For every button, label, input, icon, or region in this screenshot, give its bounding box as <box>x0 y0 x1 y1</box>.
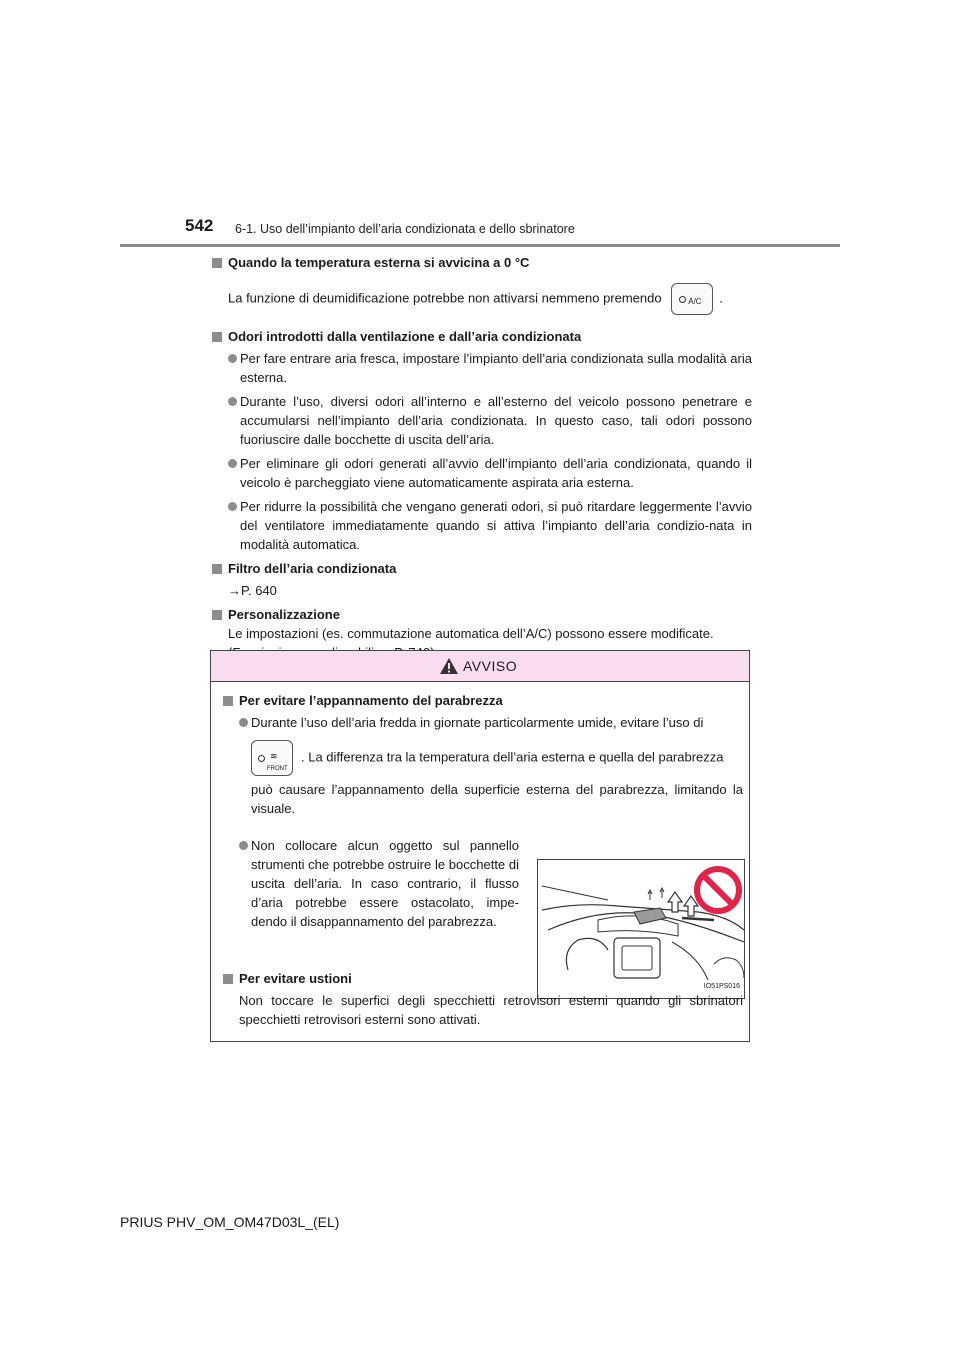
square-bullet-icon <box>223 696 233 706</box>
list-item-text: Per eliminare gli odori generati all’avvio dell’impianto dell’aria condizionata, quando il veicolo è parcheggiato viene automaticamente aspirata aria esterna. <box>240 456 752 490</box>
section-heading-odors <box>212 327 752 346</box>
paragraph-personalization: Le impostazioni (es. commutazione automatica dell’A/C) possono essere modificate. <box>228 626 714 641</box>
list-item <box>212 392 752 449</box>
square-bullet-icon <box>212 332 222 342</box>
header-rule <box>120 244 840 247</box>
list-item <box>212 497 752 554</box>
list-item <box>212 454 752 492</box>
round-bullet-icon <box>228 502 237 511</box>
round-bullet-icon <box>239 841 248 850</box>
front-button-label: FRONT <box>267 766 288 772</box>
warning-triangle-icon <box>439 657 459 675</box>
heading-text: Personalizzazione <box>228 607 340 622</box>
main-content <box>212 253 752 662</box>
defroster-symbol-icon: ≋ <box>270 751 278 761</box>
list-item <box>223 713 743 818</box>
list-item-text: Per fare entrare aria fresca, impostare l’impianto dell’aria condizionata sulla modalità aria esterna. <box>240 351 752 385</box>
indicator-led-icon <box>679 296 686 303</box>
image-code: IO51PS016 <box>703 983 740 990</box>
square-bullet-icon <box>212 610 222 620</box>
round-bullet-icon <box>228 354 237 363</box>
round-bullet-icon <box>228 459 237 468</box>
list-item-line <box>251 740 743 776</box>
list-item <box>223 836 519 931</box>
heading-text: Per evitare l’appannamento del parabrezza <box>239 693 503 708</box>
warning-title: AVVISO <box>463 658 518 674</box>
list-item-text: Durante l’uso dell’aria fredda in giornate particolarmente umide, evitare l’uso di <box>251 715 704 730</box>
section-heading-filter <box>212 559 752 578</box>
indicator-led-icon <box>258 755 265 762</box>
warning-header <box>211 651 749 682</box>
section-heading-personalization <box>212 605 752 624</box>
list-item-text: . La differenza tra la temperatura dell’aria esterna e quella del parabrezza <box>301 749 724 765</box>
list-item-text: Durante l’uso, diversi odori all’interno e all’esterno del veicolo possono penetrare e accumularsi nell’impianto dell’aria condizionata. In questo caso, tali odori possono fuoriuscire dalle bocchette di uscita dell’aria. <box>240 394 752 447</box>
heading-text: Per evitare ustioni <box>239 971 352 986</box>
square-bullet-icon <box>223 974 233 984</box>
ac-button-icon <box>671 283 713 315</box>
section-heading-temperature <box>212 253 752 272</box>
paragraph-burns: Non toccare le superfici degli specchietti retrovisori esterni quando gli sbrinatori specchietti retrovisori esterni sono attivati. <box>239 993 743 1027</box>
ac-button-label: A/C <box>688 297 702 306</box>
warning-box <box>210 650 750 1042</box>
paragraph-dehumidify <box>212 283 752 315</box>
list-item-text: Per ridurre la possibilità che vengano generati odori, si può ritardare leggermente l’avvio del ventilatore immediatamente quando si attiva l’impianto dell’aria condizio-nata in modalità automatica. <box>240 499 752 552</box>
warning-content <box>223 691 743 1027</box>
heading-text: Quando la temperatura esterna si avvicina a 0 °C <box>228 255 530 270</box>
round-bullet-icon <box>239 718 248 727</box>
page-reference: →P. 640 <box>228 583 277 598</box>
square-bullet-icon <box>212 564 222 574</box>
heading-text: Odori introdotti dalla ventilazione e dall’aria condizionata <box>228 329 582 344</box>
warning-heading-fogging <box>223 691 743 710</box>
list-item-text: Non collocare alcun oggetto sul pannello strumenti che potrebbe ostruire le bocchette di uscita dell’aria. In caso contrario, il flusso d’aria potrebbe essere ostacolato, impe-dendo il disappannamento del parabrezza. <box>251 838 519 929</box>
list-item <box>212 349 752 387</box>
running-header: 6-1. Uso dell’impianto dell’aria condizionata e dello sbrinatore <box>235 222 575 236</box>
front-defroster-button-icon <box>251 740 293 776</box>
paragraph-text: La funzione di deumidificazione potrebbe non attivarsi nemmeno premendo <box>228 290 662 306</box>
footer-document-code: PRIUS PHV_OM_OM47D03L_(EL) <box>120 1214 340 1230</box>
paragraph-text-end: . <box>719 290 723 306</box>
round-bullet-icon <box>228 397 237 406</box>
square-bullet-icon <box>212 258 222 268</box>
page-number: 542 <box>185 216 214 235</box>
list-item-text: può causare l’appannamento della superficie esterna del parabrezza, limitando la visuale. <box>251 782 743 816</box>
heading-text: Filtro dell’aria condizionata <box>228 561 397 576</box>
warning-heading-burns <box>223 969 759 988</box>
